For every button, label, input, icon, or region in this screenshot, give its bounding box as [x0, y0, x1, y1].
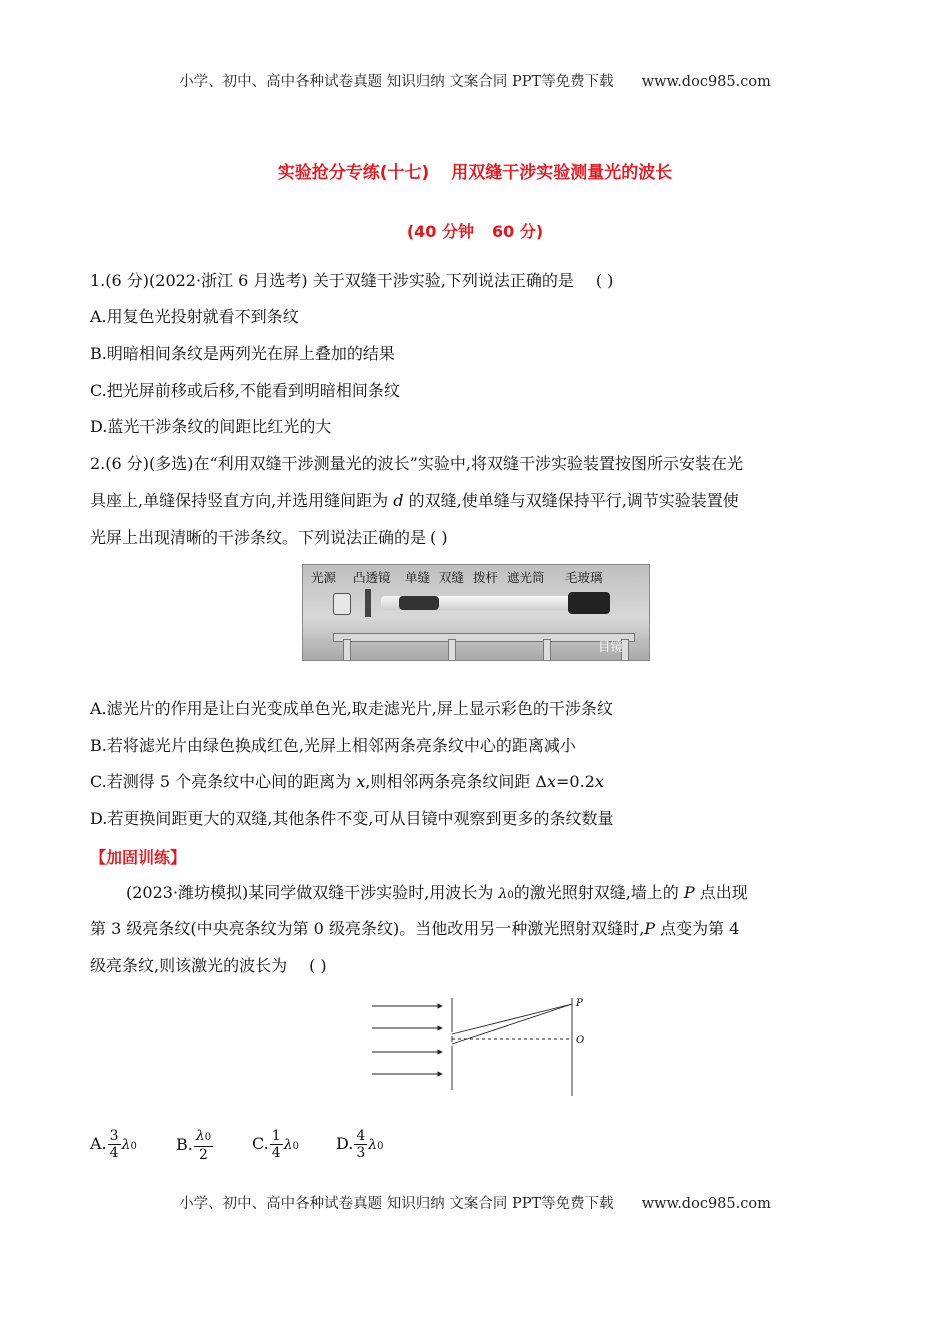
footer-text: 小学、初中、高中各种试卷真题 知识归纳 文案合同 PPT等免费下载	[179, 1196, 614, 1212]
choice-c-lambda: λ	[283, 1137, 293, 1153]
rail-shape	[333, 633, 635, 642]
q3-line2-text: 第 3 级亮条纹(中央亮条纹为第 0 级亮条纹)。当他改用另一种激光照射双缝时,	[90, 919, 645, 938]
q3-stem-line3	[90, 955, 327, 977]
choice-b-fraction	[194, 1128, 213, 1163]
choice-d-fraction	[354, 1128, 367, 1161]
diagram-label-p: P	[576, 998, 583, 1009]
choice-c	[252, 1128, 299, 1161]
label-single-slit: 单缝	[405, 570, 431, 585]
q3-answer-paren: ( )	[309, 956, 327, 975]
apparatus-photo	[302, 564, 650, 661]
choice-d-lambda: λ	[368, 1137, 378, 1153]
choice-a-sub: 0	[130, 1141, 137, 1152]
q2-optc-eq: =0.2	[556, 772, 595, 791]
q3-point-p: P	[683, 883, 695, 902]
q2-line3-text: 光屏上出现清晰的干涉条纹。下列说法正确的是	[90, 528, 427, 547]
q3-line1-post: 的激光照射双缝,墙上的	[513, 883, 684, 902]
choice-c-num: 1	[271, 1128, 281, 1144]
double-slit-diagram	[368, 996, 596, 1098]
q2-optc-mid: ,则相邻两条亮条纹间距 Δ	[365, 772, 547, 791]
choice-c-den: 4	[271, 1145, 281, 1161]
choice-a	[90, 1128, 137, 1161]
q2-option-c	[90, 771, 604, 793]
lens-shape	[365, 589, 371, 617]
q3-lambda-sub: 0	[507, 890, 514, 901]
q1-option-b: B.明暗相间条纹是两列光在屏上叠加的结果	[90, 344, 395, 363]
q2-answer-paren: ( )	[430, 528, 448, 547]
q1-option-c: C.把光屏前移或后移,不能看到明暗相间条纹	[90, 381, 400, 400]
lamp-shape	[333, 593, 351, 615]
q2-stem-line3	[90, 527, 448, 549]
choice-b	[176, 1128, 214, 1163]
title-left: 实验抢分专练(十七)	[277, 163, 430, 183]
q1-option-a: A.用复色光投射就看不到条纹	[90, 307, 299, 326]
choice-b-label: B.	[176, 1135, 193, 1154]
page-title	[0, 158, 950, 183]
label-frosted-glass: 毛玻璃	[565, 570, 603, 585]
choice-a-label: A.	[90, 1134, 107, 1153]
q3-line3-text: 级亮条纹,则该激光的波长为	[90, 956, 288, 975]
section-label: 【加固训练】	[90, 848, 187, 867]
page-footer	[0, 1192, 950, 1213]
q1-stem-text: 1.(6 分)(2022·浙江 6 月选考) 关于双缝干涉实验,下列说法正确的是	[90, 271, 574, 290]
q2-stem-line1: 2.(6 分)(多选)在“利用双缝干涉测量光的波长”实验中,将双缝干涉实验装置按图所示安装在光	[90, 454, 743, 473]
choice-d-sub: 0	[377, 1141, 384, 1152]
q2-option-b: B.若将滤光片由绿色换成红色,光屏上相邻两条亮条纹中心的距离减小	[90, 736, 576, 755]
q2-optc-x2: x	[546, 772, 556, 791]
rail-leg	[343, 639, 351, 661]
eyepiece-shape	[568, 592, 610, 614]
footer-site: www.doc985.com	[641, 1196, 771, 1212]
choice-a-den: 4	[109, 1145, 119, 1161]
choice-a-num: 3	[109, 1128, 119, 1144]
q2-optc-pre: C.若测得 5 个亮条纹中心间的距离为	[90, 772, 357, 791]
page-header	[0, 70, 950, 91]
choice-c-label: C.	[252, 1134, 269, 1153]
rail-leg	[543, 639, 551, 661]
q1-answer-paren: ( )	[595, 271, 614, 290]
q2-optc-x3: x	[594, 772, 604, 791]
choice-a-fraction	[108, 1128, 121, 1161]
q1-stem	[90, 270, 613, 292]
q2-stem-line2	[90, 490, 739, 512]
header-site: www.doc985.com	[641, 74, 771, 90]
label-shading-tube: 遮光筒	[507, 570, 545, 585]
q3-stem-line2	[90, 918, 739, 940]
subtitle-right: 60 分)	[492, 222, 544, 241]
choice-d-den: 3	[356, 1145, 366, 1161]
rail-leg	[448, 639, 456, 661]
q2-option-d: D.若更换间距更大的双缝,其他条件不变,可从目镜中观察到更多的条纹数量	[90, 809, 614, 828]
label-convex-lens: 凸透镜	[353, 570, 391, 585]
ray-to-p-lower	[452, 1004, 572, 1044]
q3-lambda: λ	[498, 886, 508, 902]
slit-holder-shape	[399, 596, 439, 610]
q2-line2-pre: 具座上,单缝保持竖直方向,并选用缝间距为	[90, 491, 394, 510]
choice-b-sub: 0	[204, 1132, 212, 1143]
choice-b-den: 2	[199, 1147, 208, 1163]
diagram-label-o: O	[576, 1035, 585, 1046]
page-subtitle	[0, 219, 950, 242]
label-lever: 拨杆	[473, 570, 499, 585]
choice-d	[336, 1128, 384, 1161]
q3-line1-end: 点出现	[694, 883, 748, 902]
choice-b-lambda: λ	[195, 1128, 205, 1144]
q2-line2-post: 的双缝,使单缝与双缝保持平行,调节实验装置使	[403, 491, 739, 510]
choice-a-lambda: λ	[121, 1137, 131, 1153]
choice-d-label: D.	[336, 1134, 354, 1153]
q3-line2-end: 点变为第 4	[655, 919, 740, 938]
q2-optc-x: x	[356, 772, 366, 791]
label-double-slit: 双缝	[439, 570, 465, 585]
label-light-source: 光源	[311, 570, 337, 585]
header-text: 小学、初中、高中各种试卷真题 知识归纳 文案合同 PPT等免费下载	[179, 74, 614, 90]
q2-var-d: d	[393, 491, 404, 510]
q3-line1-pre: (2023·潍坊模拟)某同学做双缝干涉实验时,用波长为	[126, 883, 499, 902]
choice-c-fraction	[270, 1128, 283, 1161]
subtitle-left: (40 分钟	[406, 222, 474, 241]
q3-stem-line1	[126, 882, 748, 907]
ray-to-p-upper	[452, 1004, 572, 1034]
choice-d-num: 4	[356, 1128, 366, 1144]
q3-line2-p: P	[644, 919, 656, 938]
q1-option-d: D.蓝光干涉条纹的间距比红光的大	[90, 417, 332, 436]
label-eyepiece: 目镜	[598, 639, 624, 654]
choice-c-sub: 0	[292, 1141, 299, 1152]
q2-option-a: A.滤光片的作用是让白光变成单色光,取走滤光片,屏上显示彩色的干涉条纹	[90, 699, 613, 718]
title-right: 用双缝干涉实验测量光的波长	[451, 163, 673, 183]
choice-b-num	[194, 1128, 213, 1147]
